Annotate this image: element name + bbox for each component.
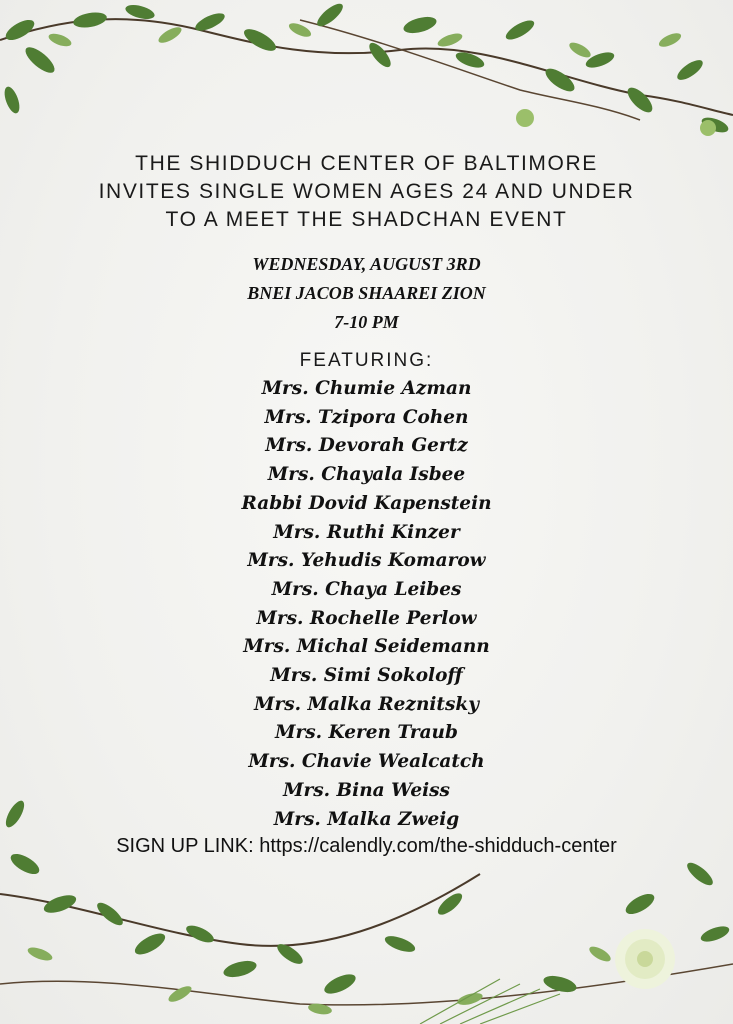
intro-line-2: INVITES SINGLE WOMEN AGES 24 AND UNDER	[98, 180, 635, 203]
event-venue: BNEI JACOB SHAAREI ZION	[247, 283, 486, 303]
shadchan-name: Mrs. Devorah Gertz	[265, 435, 468, 457]
signup-line	[0, 834, 733, 858]
event-details	[0, 250, 733, 337]
shadchan-name: Mrs. Malka Reznitsky	[254, 693, 479, 715]
shadchan-name: Mrs. Ruthi Kinzer	[273, 521, 460, 543]
shadchan-name: Mrs. Chayala Isbee	[267, 464, 466, 486]
shadchan-name: Mrs. Michal Seidemann	[243, 636, 490, 658]
shadchan-name: Rabbi Dovid Kapenstein	[241, 492, 492, 514]
event-date: WEDNESDAY, AUGUST 3RD	[252, 254, 481, 274]
intro-text	[0, 150, 733, 234]
event-time: 7-10 PM	[334, 312, 399, 332]
signup-label: SIGN UP LINK:	[116, 835, 254, 858]
intro-line-3: TO A MEET THE SHADCHAN EVENT	[165, 208, 568, 231]
invitation-content	[0, 150, 733, 858]
signup-link[interactable]: https://calendly.com/the-shidduch-center	[259, 835, 617, 858]
featuring-heading: FEATURING:	[299, 350, 434, 371]
shadchan-name: Mrs. Chumie Azman	[261, 378, 472, 399]
shadchan-name: Mrs. Chaya Leibes	[271, 578, 462, 600]
shadchan-name: Mrs. Tzipora Cohen	[264, 406, 469, 428]
shadchan-name: Mrs. Simi Sokoloff	[270, 665, 463, 687]
shadchan-name: Mrs. Malka Zweig	[273, 808, 460, 830]
shadchan-name: Mrs. Keren Traub	[275, 722, 458, 744]
shadchan-name: Mrs. Chavie Wealcatch	[248, 751, 485, 773]
shadchan-name: Mrs. Yehudis Komarow	[247, 550, 486, 572]
shadchan-name: Mrs. Bina Weiss	[283, 779, 450, 801]
intro-line-1: THE SHIDDUCH CENTER OF BALTIMORE	[135, 152, 598, 175]
shadchan-list	[0, 375, 733, 834]
shadchan-name: Mrs. Rochelle Perlow	[256, 607, 477, 629]
